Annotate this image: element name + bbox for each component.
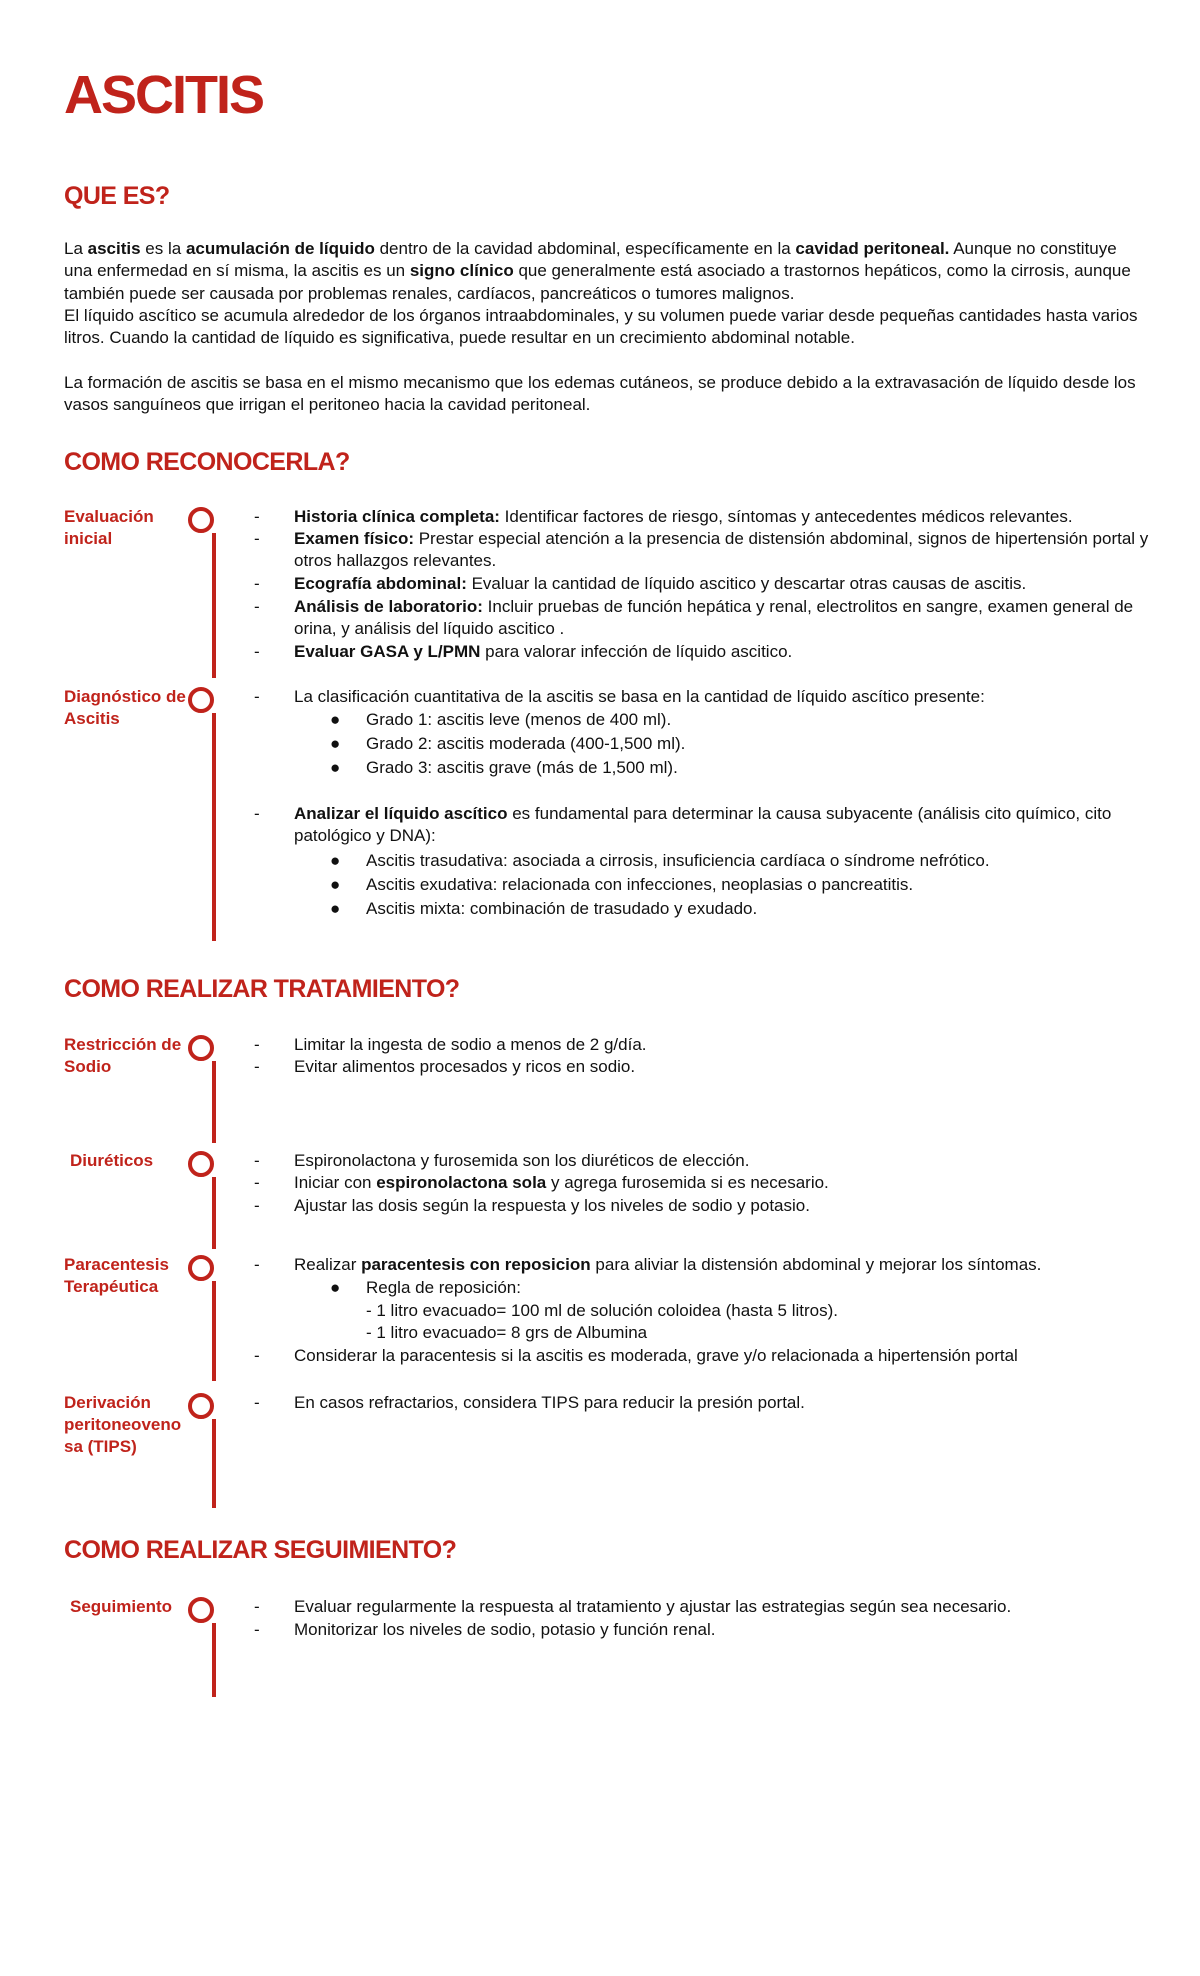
list-item: - Ecografía abdominal: Evaluar la cantidad de líquido ascitico y descartar otras causas de ascitis. (254, 574, 1027, 593)
label-paracentesis: Paracentesis Terapéutica (64, 1255, 169, 1296)
timeline-line (212, 1061, 216, 1143)
label-evaluacion-inicial: Evaluación inicial (64, 507, 154, 548)
bullet-item: ● Ascitis trasudativa: asociada a cirrosis, insuficiencia cardíaca o síndrome nefrótico. (330, 851, 990, 870)
intro-paragraph-2: El líquido ascítico se acumula alrededor de los órganos intraabdominales, y su volumen puede variar desde pequeñas cantidades hasta varios litros. Cuando la cantidad de líquido es significativa, puede resultar en un crecimiento abdominal notable. (64, 306, 1138, 348)
timeline-line (212, 533, 216, 678)
list-item: - Iniciar con espironolactona sola y agrega furosemida si es necesario. (254, 1173, 829, 1192)
list-item: - En casos refractarios, considera TIPS para reducir la presión portal. (254, 1393, 805, 1412)
bullet-item: ● Grado 3: ascitis grave (más de 1,500 ml). (330, 758, 678, 777)
list-item: - Examen físico: Prestar especial atención a la presencia de distensión abdominal, signos de hipertensión portal y otros hallazgos relevantes. (254, 529, 1149, 571)
intro-paragraph-1: La ascitis es la acumulación de líquido dentro de la cavidad abdominal, específicamente en la cavidad peritoneal. Aunque no constituye una enfermedad en sí misma, la ascitis es un signo clínico que generalmente está asociado a trastornos hepáticos, como la cirrosis, aunque también puede ser causada por problemas renales, cardíacos, pancreáticos o tumores malignos. (64, 239, 1131, 303)
timeline-line (212, 1419, 216, 1508)
bullet-item: ● Grado 2: ascitis moderada (400-1,500 ml). (330, 734, 686, 753)
section-heading-que-es: QUE ES? (64, 182, 170, 210)
list-item: - Considerar la paracentesis si la ascitis es moderada, grave y/o relacionada a hipertensión portal (254, 1346, 1018, 1365)
list-item: - Analizar el líquido ascítico es fundamental para determinar la causa subyacente (análisis cito químico, cito patológico y DNA): (254, 804, 1112, 846)
timeline-circle-icon (188, 1393, 214, 1419)
timeline-line (212, 1177, 216, 1249)
timeline-circle-icon (188, 1151, 214, 1177)
label-restriccion-sodio: Restricción de Sodio (64, 1035, 182, 1076)
list-item: - Análisis de laboratorio: Incluir pruebas de función hepática y renal, electrolitos en sangre, examen general de orina, y análisis del líquido ascitico . (254, 597, 1134, 639)
list-item: - Limitar la ingesta de sodio a menos de 2 g/día. (254, 1035, 647, 1054)
sub-item: - 1 litro evacuado= 8 grs de Albumina (366, 1323, 648, 1342)
label-tips: Derivación peritoneoveno sa (TIPS) (64, 1393, 182, 1456)
label-diureticos: Diuréticos (70, 1151, 154, 1170)
list-item: - Evitar alimentos procesados y ricos en sodio. (254, 1057, 636, 1076)
timeline-line (212, 713, 216, 941)
list-item: - Espironolactona y furosemida son los diuréticos de elección. (254, 1151, 750, 1170)
timeline-circle-icon (188, 1597, 214, 1623)
list-item: - Evaluar regularmente la respuesta al tratamiento y ajustar las estrategias según sea necesario. (254, 1597, 1012, 1616)
timeline-circle-icon (188, 1255, 214, 1281)
list-item: - Historia clínica completa: Identificar factores de riesgo, síntomas y antecedentes médicos relevantes. (254, 507, 1073, 526)
sub-item: - 1 litro evacuado= 100 ml de solución coloidea (hasta 5 litros). (366, 1301, 839, 1320)
timeline-line (212, 1623, 216, 1697)
list-item: - Monitorizar los niveles de sodio, potasio y función renal. (254, 1620, 716, 1639)
document-title: ASCITIS (64, 65, 264, 125)
list-item: - Ajustar las dosis según la respuesta y los niveles de sodio y potasio. (254, 1196, 810, 1215)
bullet-item: ● Grado 1: ascitis leve (menos de 400 ml). (330, 710, 672, 729)
list-item: - Evaluar GASA y L/PMN para valorar infección de líquido ascitico. (254, 642, 793, 661)
intro-paragraph-3: La formación de ascitis se basa en el mismo mecanismo que los edemas cutáneos, se produce debido a la extravasación de líquido desde los vasos sanguíneos que irrigan el peritoneo hacia la cavidad peritoneal. (64, 373, 1136, 415)
label-diagnostico-ascitis: Diagnóstico de Ascitis (64, 687, 186, 728)
list-item: - Realizar paracentesis con reposicion para aliviar la distensión abdominal y mejorar los síntomas. (254, 1255, 1042, 1274)
timeline-circle-icon (188, 507, 214, 533)
list-item: - La clasificación cuantitativa de la ascitis se basa en la cantidad de líquido ascítico presente: (254, 687, 985, 706)
bullet-item: ● Regla de reposición: (330, 1278, 521, 1297)
timeline-line (212, 1281, 216, 1381)
timeline-circle-icon (188, 687, 214, 713)
bullet-item: ● Ascitis exudativa: relacionada con infecciones, neoplasias o pancreatitis. (330, 875, 914, 894)
section-heading-tratamiento: COMO REALIZAR TRATAMIENTO? (64, 975, 460, 1003)
timeline-circle-icon (188, 1035, 214, 1061)
section-heading-reconocer: COMO RECONOCERLA? (64, 448, 350, 476)
label-seguimiento: Seguimiento (70, 1597, 173, 1616)
section-heading-seguimiento: COMO REALIZAR SEGUIMIENTO? (64, 1536, 457, 1564)
bullet-item: ● Ascitis mixta: combinación de trasudado y exudado. (330, 899, 758, 918)
